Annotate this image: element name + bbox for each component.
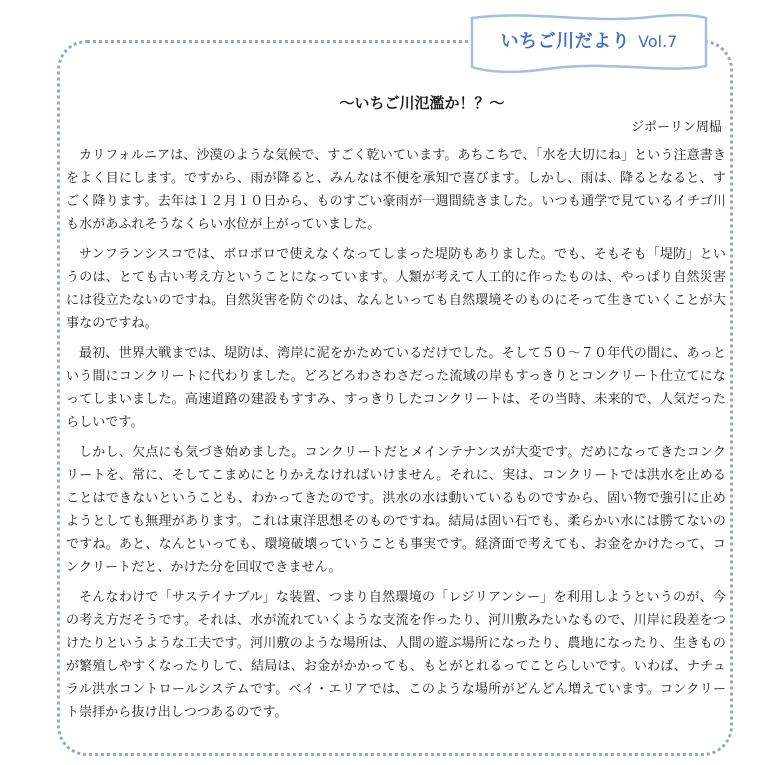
article-title: ～いちご川氾濫か！？～ <box>339 94 505 112</box>
article <box>66 92 726 731</box>
volume-label: Vol.7 <box>638 32 678 51</box>
paragraph-4: しかし、欠点にも気づき始めました。コンクリートだとメインテナンスが大変です。だめになってきたコンクリートを、常に、そしてこまめにとりかえなければいけません。それに、実は、コンクリートでは洪水を止めることはできないということも、わかってきたのです。洪水の水は動いているものですから、固い物で強引に止めようとしても無理があります。これは東洋思想そのものですね。結局は固い石でも、柔らかい水には勝てないのですね。あと、なんといっても、環境破壊っていうことも事実です。経済面で考えても、お金をかけたって、コンクリートだと、かけた分を回収できません。 <box>66 445 726 575</box>
newsletter-banner <box>467 12 711 74</box>
paragraph-5: そんなわけで「サステイナブル」な装置、つまり自然環境の「レジリアンシー」を利用しようというのが、今の考え方だそうです。それは、水が流れていくような支流を作ったり、河川敷みたいなもので、川岸に段差をつけたりというような工夫です。河川敷のような場所は、人間の遊ぶ場所になったり、農地になったり、生きものが繁殖しやすくなったりして、結局は、お金がかかっても、もとがとれるってことらしいです。いわば、ナチュラル洪水コントロールシステムです。ベイ・エリアでは、このような場所がどんどん増えています。コンクリート崇拝から抜け出しつつあるのです。 <box>66 590 726 720</box>
paragraph-3: 最初、世界大戦までは、堤防は、湾岸に泥をかためているだけでした。そして５０～７０年代の間に、あっという間にコンクリートに代わりました。どろどろわさわさだった流域の岸もすっきりとコンクリート仕立てになってしまいました。高速道路の建設もすすみ、すっきりしたコンクリートは、その当時、未来的で、人気だったらしいです。 <box>66 346 726 430</box>
newsletter-title: いちご川だより <box>500 31 631 52</box>
paragraph-1: カリフォルニアは、沙漠のような気候で、すごく乾いています。あちこちで、「水を大切にね」という注意書きをよく目にします。ですから、雨が降ると、みんなは不便を承知で喜びます。しかし、雨は、降るとなると、すごく降ります。去年は１２月１０日から、ものすごい豪雨が一週間続きました。いつも通学で見ているイチゴ川も水があふれそうなくらい水位が上がっていました。 <box>66 148 726 232</box>
paragraph-2: サンフランシスコでは、ボロボロで使えなくなってしまった堤防もありました。でも、そもそも「堤防」というのは、とても古い考え方ということになっています。人類が考えて人工的に作ったものは、やっぱり自然災害には役立たないのですね。自然災害を防ぐのは、なんといっても自然環境そのものにそって生きていくことが大事なのですね。 <box>66 247 726 331</box>
author-name: ジポーリン周榀 <box>630 120 722 135</box>
